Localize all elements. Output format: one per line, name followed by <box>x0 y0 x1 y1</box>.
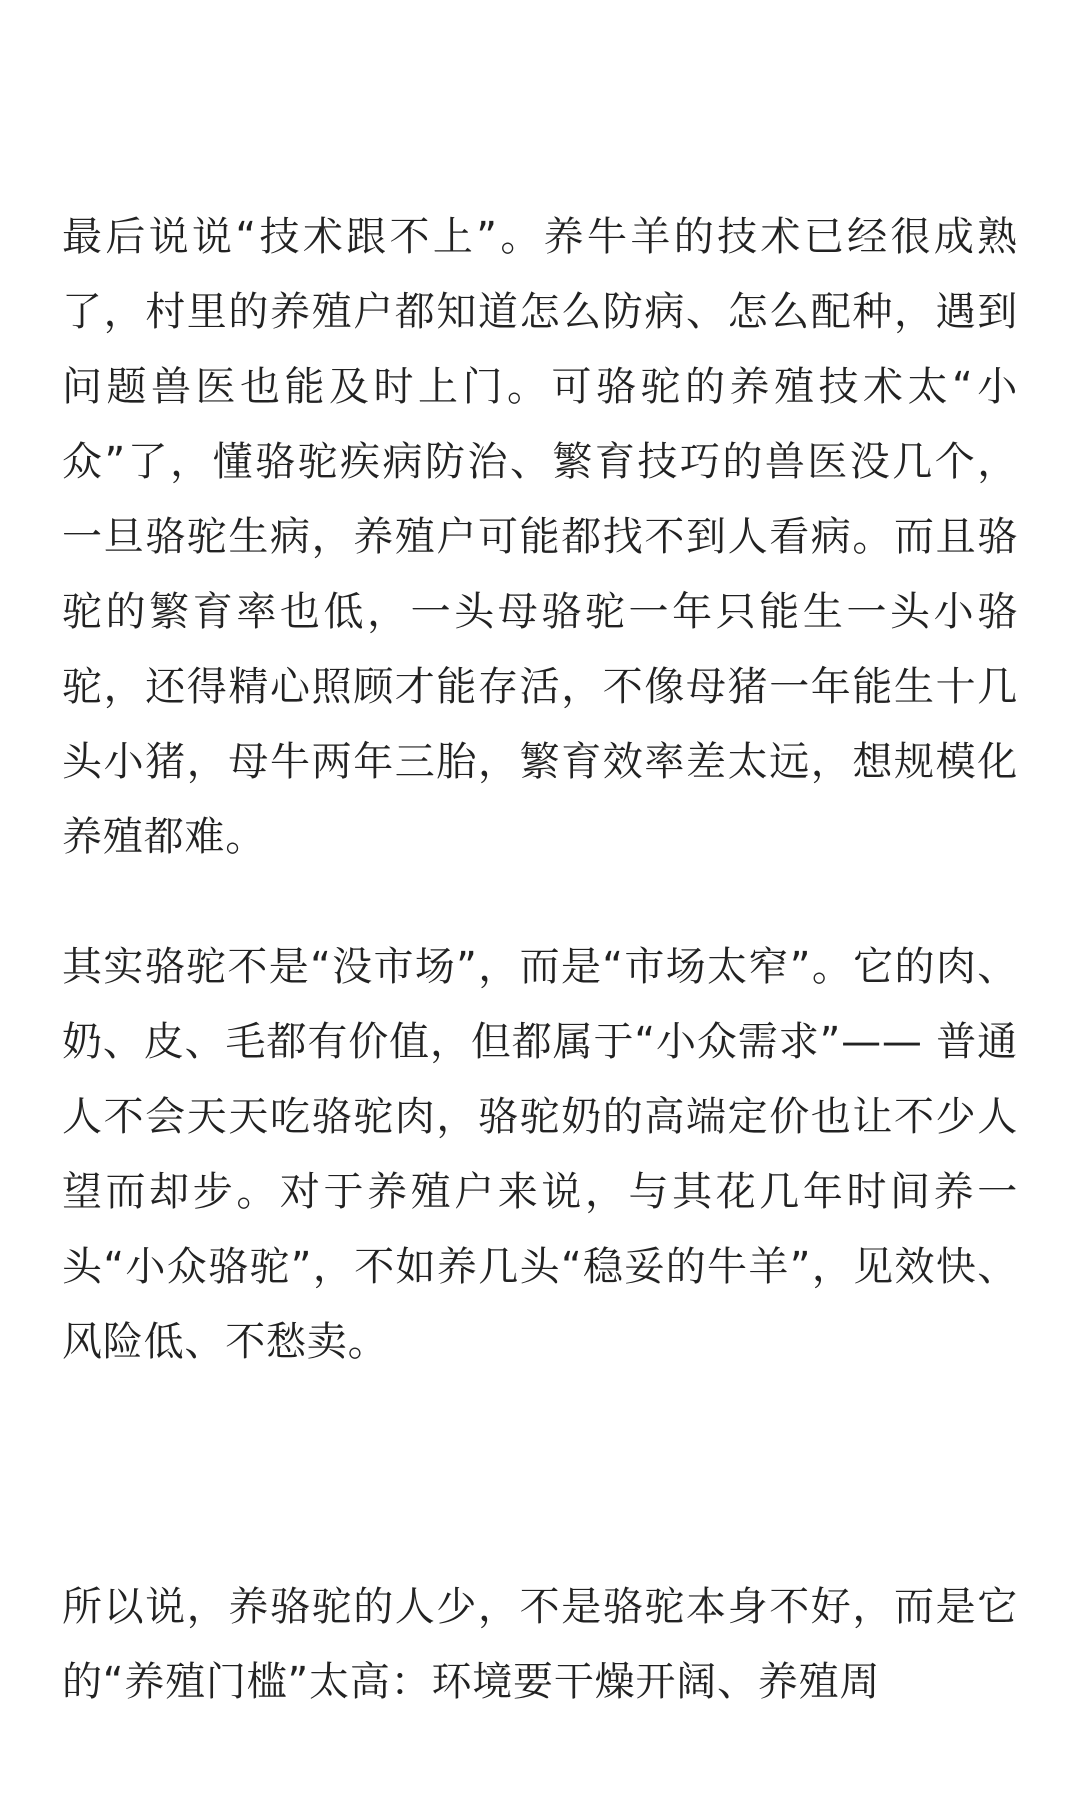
paragraph-conclusion: 所以说，养骆驼的人少，不是骆驼本身不好，而是它的“养殖门槛”太高：环境要干燥开阔、养殖周 <box>62 1584 1018 1705</box>
paragraph-market: 其实骆驼不是“没市场”，而是“市场太窄”。它的肉、奶、皮、毛都有价值，但都属于“小众需求”—— 普通人不会天天吃骆驼肉，骆驼奶的高端定价也让不少人望而却步。对于养殖户来说，与其花几年时间养一头“小众骆驼”，不如养几头“稳妥的牛羊”，见效快、风险低、不愁卖。 <box>62 944 1018 1365</box>
paragraph-technology: 最后说说“技术跟不上”。养牛羊的技术已经很成熟了，村里的养殖户都知道怎么防病、怎么配种，遇到问题兽医也能及时上门。可骆驼的养殖技术太“小众”了，懂骆驼疾病防治、繁育技巧的兽医没几个，一旦骆驼生病，养殖户可能都找不到人看病。而且骆驼的繁育率也低，一头母骆驼一年只能生一头小骆驼，还得精心照顾才能存活，不像母猪一年能生十几头小猪，母牛两年三胎，繁育效率差太远，想规模化养殖都难。 <box>62 214 1018 860</box>
